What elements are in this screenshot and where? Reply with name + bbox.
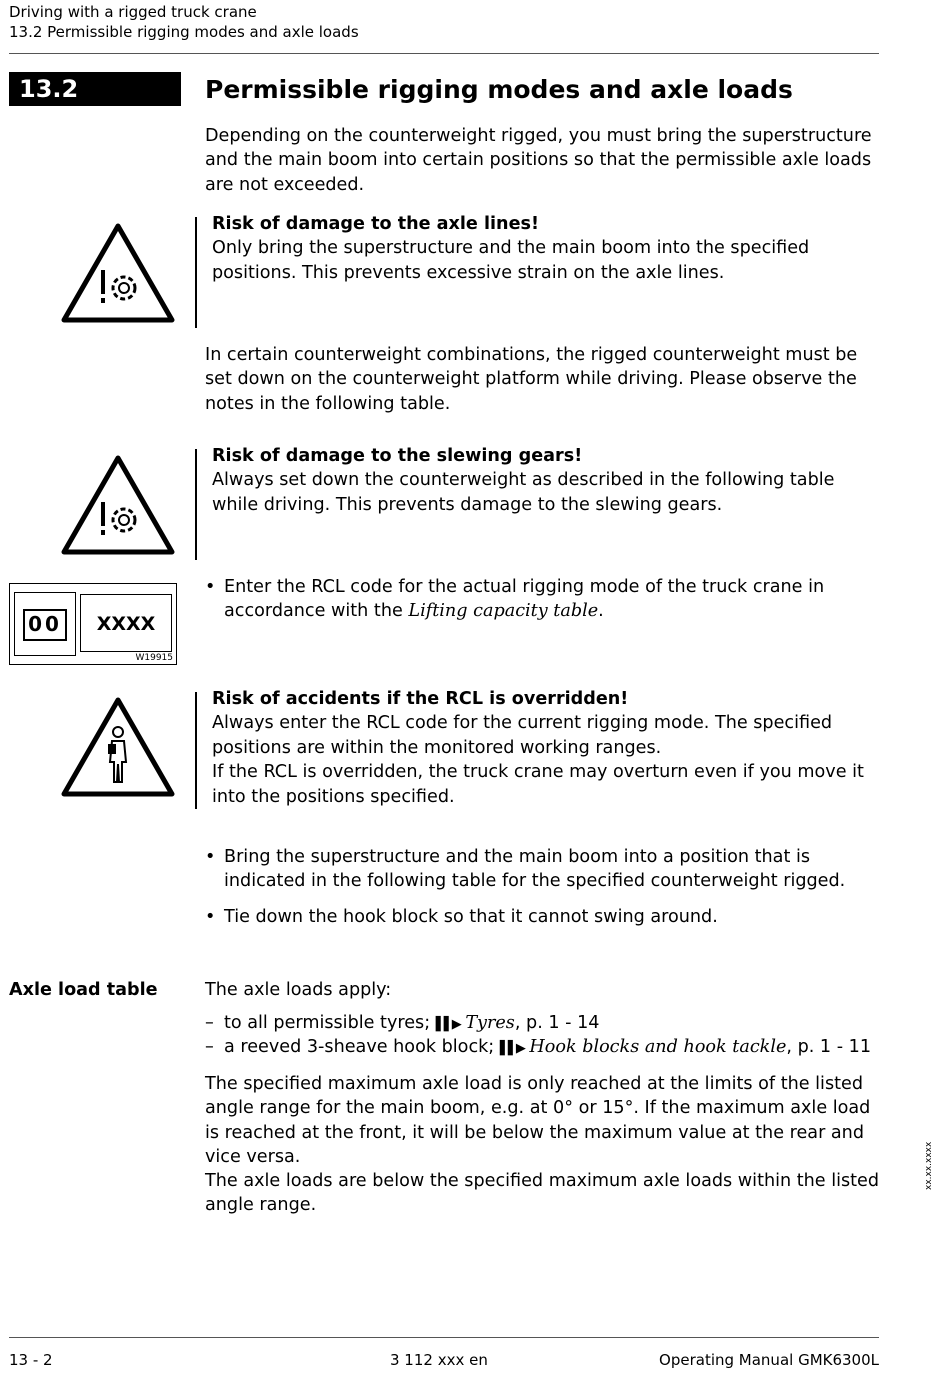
warning-title: Risk of accidents if the RCL is overridden! bbox=[212, 689, 629, 709]
rcl-display-panel bbox=[14, 592, 76, 656]
hook-blocks-link[interactable]: Hook blocks and hook tackle bbox=[529, 1037, 787, 1057]
list-item: • Enter the RCL code for the actual rigging mode of the truck crane in accordance with the Lifting capacity table. bbox=[205, 577, 825, 622]
footer-rule bbox=[9, 1337, 879, 1338]
list-item: • Bring the superstructure and the main boom into a position that is indicated in the following table for the specified counterweight rigged. bbox=[205, 845, 885, 894]
warning-text: If the RCL is overridden, the truck crane may overturn even if you move it into the positions specified. bbox=[212, 762, 864, 807]
page-title: Permissible rigging modes and axle loads bbox=[205, 75, 793, 104]
page-number: 13 - 2 bbox=[9, 1351, 53, 1369]
side-code: xx.xx.xxxx bbox=[924, 1141, 934, 1190]
header-rule bbox=[9, 53, 879, 54]
manual-title: Operating Manual GMK6300L bbox=[659, 1351, 879, 1369]
item-text: to all permissible tyres; bbox=[224, 1013, 436, 1033]
gear-damage-warning-icon bbox=[60, 452, 176, 556]
side-heading: Axle load table bbox=[9, 980, 158, 1000]
figure-id: W19915 bbox=[135, 653, 173, 663]
lifting-capacity-link[interactable]: Lifting capacity table bbox=[408, 601, 599, 622]
warning-bar bbox=[195, 217, 197, 328]
bullet-text: Enter the RCL code for the actual rigging mode of the truck crane in accordance with the bbox=[224, 577, 825, 622]
axle-intro: The axle loads apply: bbox=[205, 980, 392, 1000]
rcl-digits: 00 bbox=[23, 609, 67, 641]
page-reference: , p. 1 - 11 bbox=[786, 1037, 872, 1057]
header-section: 13.2 Permissible rigging modes and axle loads bbox=[9, 23, 359, 41]
warning-title: Risk of damage to the slewing gears! bbox=[212, 446, 583, 466]
warning-text: Only bring the superstructure and the main boom into the specified positions. This prevents excessive strain on the axle lines. bbox=[212, 238, 810, 283]
warning-bar bbox=[195, 692, 197, 809]
header-chapter: Driving with a rigged truck crane bbox=[9, 3, 257, 21]
gear-damage-warning-icon bbox=[60, 220, 176, 324]
bullet-text: Tie down the hook block so that it cannot swing around. bbox=[224, 907, 718, 927]
item-text: a reeved 3-sheave hook block; bbox=[224, 1037, 500, 1057]
bullet-end: . bbox=[598, 601, 604, 622]
document-number: 3 112 xxx en bbox=[390, 1351, 488, 1369]
warning-axle-lines bbox=[212, 212, 882, 285]
intro-paragraph: Depending on the counterweight rigged, you must bring the superstructure and the main boom into certain positions so that the permissible axle loads are not exceeded. bbox=[205, 126, 872, 195]
list-item: – to all permissible tyres; ▌▌▶ Tyres, p. 1 - 14 bbox=[205, 1013, 600, 1033]
axle-paragraph: The axle loads are below the specified maximum axle loads within the listed angle range. bbox=[205, 1171, 880, 1216]
cross-reference-arrow-icon: ▌▌▶ bbox=[435, 1017, 460, 1032]
page-reference: , p. 1 - 14 bbox=[514, 1013, 600, 1033]
axle-paragraph: The specified maximum axle load is only reached at the limits of the listed angle range for the main boom, e.g. at 0° or 15°. If the maximum axle load is reached at the front, it will be below the maximum value at the rear and vice versa. bbox=[205, 1074, 871, 1168]
person-overturn-warning-icon bbox=[60, 694, 176, 798]
bullet-text: Bring the superstructure and the main boom into a position that is indicated in the following table for the specified counterweight rigged. bbox=[224, 847, 846, 892]
rcl-code-figure bbox=[9, 583, 177, 665]
warning-text: Always set down the counterweight as described in the following table while driving. This prevents damage to the slewing gears. bbox=[212, 470, 835, 515]
list-item: • Tie down the hook block so that it cannot swing around. bbox=[205, 905, 885, 929]
warning-title: Risk of damage to the axle lines! bbox=[212, 214, 540, 234]
warning-text: Always enter the RCL code for the current rigging mode. The specified positions are within the monitored working ranges. bbox=[212, 713, 833, 758]
counterweight-paragraph: In certain counterweight combinations, the rigged counterweight must be set down on the counterweight platform while driving. Please observe the notes in the following table. bbox=[205, 345, 858, 414]
warning-rcl-override bbox=[212, 687, 882, 809]
rcl-code-box: XXXX bbox=[80, 594, 172, 652]
cross-reference-arrow-icon: ▌▌▶ bbox=[499, 1041, 524, 1056]
warning-slewing-gears bbox=[212, 444, 882, 517]
warning-bar bbox=[195, 449, 197, 560]
section-number: 13.2 bbox=[9, 72, 181, 106]
tyres-link[interactable]: Tyres bbox=[465, 1013, 515, 1033]
list-item: – a reeved 3-sheave hook block; ▌▌▶ Hook blocks and hook tackle, p. 1 - 11 bbox=[205, 1037, 872, 1057]
